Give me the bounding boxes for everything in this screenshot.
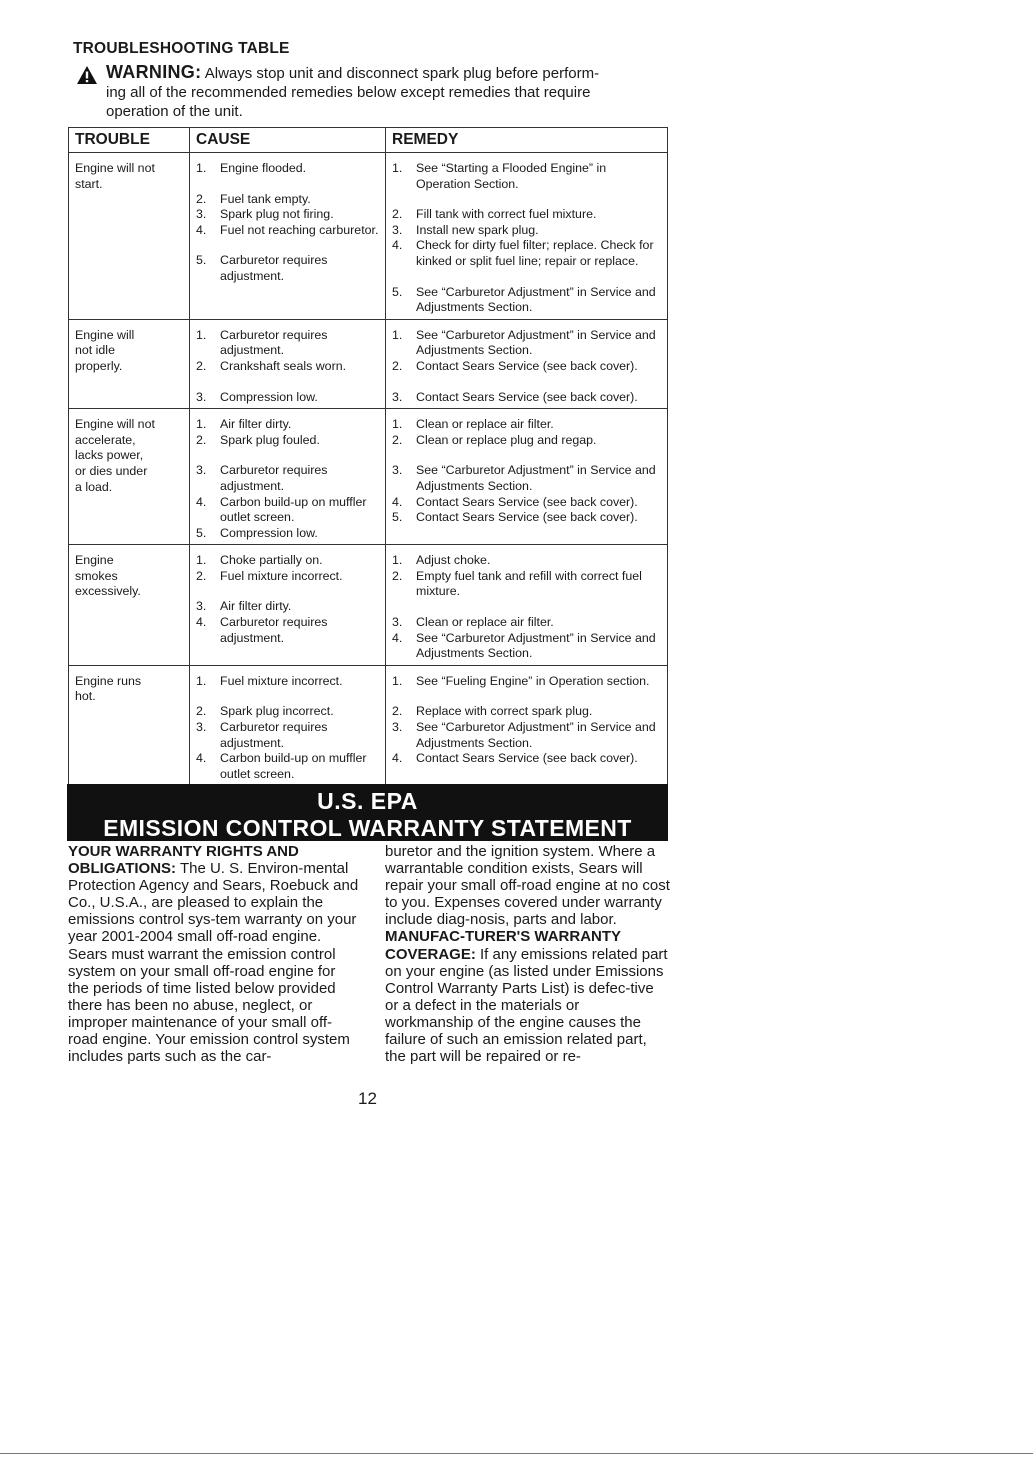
- remedy-text: See “Carburetor Adjustment” in Service and Adjustments Section.: [416, 630, 656, 661]
- remedy-item: [392, 704, 663, 720]
- remedy-item: [392, 720, 663, 751]
- cause-item: [196, 192, 381, 208]
- warning-block: [76, 63, 676, 121]
- cause-text: Spark plug fouled.: [220, 432, 320, 447]
- remedy-number: 3.: [392, 720, 403, 735]
- remedy-number: 1.: [392, 161, 403, 175]
- manufacturer-coverage-heading: MANUFAC-TURER'S WARRANTY COVERAGE:: [385, 928, 621, 963]
- cause-cell: [190, 319, 386, 408]
- remedy-text: See “Carburetor Adjustment” in Service and Adjustments Section.: [416, 284, 656, 315]
- header-remedy: REMEDY: [386, 128, 668, 153]
- table-row: [69, 409, 668, 545]
- cause-list: [196, 161, 381, 285]
- warning-text-1: Always stop unit and disconnect spark plug before perform-: [204, 65, 600, 82]
- cause-number: 5.: [196, 253, 207, 268]
- remedy-number: 4.: [392, 238, 403, 253]
- cause-text: Carburetor requires adjustment.: [220, 720, 328, 750]
- remedy-number: 1.: [392, 553, 403, 568]
- cause-item: [196, 615, 381, 646]
- cause-item: [196, 207, 381, 223]
- remedy-number: 2.: [392, 568, 403, 583]
- cause-text: Air filter dirty.: [220, 417, 292, 432]
- warranty-right-column: [385, 843, 670, 1065]
- warning-icon: [76, 65, 98, 85]
- cause-text: Spark plug not firing.: [220, 207, 334, 222]
- cause-list: [196, 553, 381, 646]
- cause-item: [196, 223, 381, 239]
- remedy-item: [392, 207, 663, 223]
- cause-number: 1.: [196, 673, 207, 688]
- header-trouble: TROUBLE: [69, 128, 190, 153]
- remedy-number: 5.: [392, 284, 403, 299]
- remedy-number: 4.: [392, 630, 403, 645]
- remedy-item: [392, 751, 663, 767]
- remedy-number: 2.: [392, 358, 403, 373]
- cause-number: 1.: [196, 327, 207, 342]
- warning-line-1: [106, 63, 676, 83]
- remedy-number: 1.: [392, 417, 403, 432]
- cause-number: 2.: [196, 704, 207, 719]
- cause-item: [196, 417, 381, 433]
- troubleshooting-table: [68, 127, 668, 786]
- cause-text: Fuel mixture incorrect.: [220, 568, 343, 583]
- remedy-text: Contact Sears Service (see back cover).: [416, 389, 638, 404]
- cause-item: [196, 433, 381, 449]
- cause-cell: [190, 665, 386, 786]
- cause-number: 4.: [196, 615, 207, 630]
- cause-number: 1.: [196, 161, 207, 175]
- remedy-number: 4.: [392, 494, 403, 509]
- table-row: [69, 319, 668, 408]
- trouble-text: Engine will not idle properly.: [75, 327, 135, 373]
- cause-cell: [190, 153, 386, 320]
- cause-list: [196, 417, 381, 541]
- cause-text: Choke partially on.: [220, 553, 323, 568]
- cause-number: 1.: [196, 417, 207, 432]
- cause-number: 2.: [196, 358, 207, 373]
- cause-item: [196, 674, 381, 690]
- remedy-item: [392, 553, 663, 569]
- cause-item: [196, 328, 381, 359]
- epa-banner: [67, 784, 668, 841]
- remedy-list: [392, 417, 663, 526]
- remedy-number: 3.: [392, 389, 403, 404]
- remedy-cell: [386, 409, 668, 545]
- trouble-text: Engine runs hot.: [75, 673, 142, 704]
- cause-number: 2.: [196, 191, 207, 206]
- remedy-number: 5.: [392, 510, 403, 525]
- trouble-cell: [69, 153, 190, 320]
- remedy-text: Check for dirty fuel filter; replace. Check for kinked or split fuel line; repair or replace.: [416, 238, 654, 268]
- warranty-rights-paragraph: [68, 843, 360, 1065]
- remedy-item: [392, 615, 663, 631]
- cause-item: [196, 751, 381, 782]
- cause-number: 4.: [196, 751, 207, 766]
- remedy-number: 1.: [392, 673, 403, 688]
- table-row: [69, 665, 668, 786]
- table-header-row: [69, 128, 668, 153]
- cause-text: Carbon build-up on muffler outlet screen.: [220, 751, 367, 781]
- cause-number: 4.: [196, 494, 207, 509]
- cause-text: Compression low.: [220, 389, 318, 404]
- trouble-cell: [69, 319, 190, 408]
- remedy-text: Contact Sears Service (see back cover).: [416, 510, 638, 525]
- remedy-item: [392, 417, 663, 433]
- remedy-item: [392, 674, 663, 690]
- warranty-left-column: [68, 843, 360, 1065]
- cause-item: [196, 359, 381, 375]
- remedy-text: See “Carburetor Adjustment” in Service and Adjustments Section.: [416, 327, 656, 358]
- remedy-cell: [386, 319, 668, 408]
- remedy-item: [392, 359, 663, 375]
- cause-cell: [190, 409, 386, 545]
- remedy-number: 2.: [392, 432, 403, 447]
- remedy-text: Contact Sears Service (see back cover).: [416, 494, 638, 509]
- remedy-item: [392, 285, 663, 316]
- warning-line-3: operation of the unit.: [106, 103, 243, 120]
- remedy-text: Adjust choke.: [416, 553, 491, 568]
- remedy-text: Empty fuel tank and refill with correct fuel mixture.: [416, 568, 642, 599]
- cause-text: Carburetor requires adjustment.: [220, 327, 328, 358]
- cause-number: 5.: [196, 525, 207, 540]
- remedy-list: [392, 161, 663, 316]
- cause-item: [196, 569, 381, 585]
- bottom-rule: [0, 1453, 1033, 1454]
- remedy-item: [392, 238, 663, 269]
- table-row: [69, 153, 668, 320]
- cause-number: 3.: [196, 389, 207, 404]
- remedy-number: 3.: [392, 222, 403, 237]
- cause-item: [196, 253, 381, 284]
- cause-item: [196, 390, 381, 406]
- remedy-cell: [386, 153, 668, 320]
- remedy-item: [392, 390, 663, 406]
- cause-item: [196, 704, 381, 720]
- remedy-list: [392, 553, 663, 662]
- remedy-text: Clean or replace air filter.: [416, 615, 554, 630]
- remedy-number: 2.: [392, 207, 403, 222]
- section-title: TROUBLESHOOTING TABLE: [73, 40, 290, 57]
- remedy-text: Contact Sears Service (see back cover).: [416, 751, 638, 766]
- page-number: 12: [358, 1089, 377, 1108]
- cause-item: [196, 495, 381, 526]
- remedy-number: 1.: [392, 327, 403, 342]
- remedy-item: [392, 223, 663, 239]
- trouble-cell: [69, 665, 190, 786]
- remedy-cell: [386, 665, 668, 786]
- remedy-number: 3.: [392, 463, 403, 478]
- remedy-number: 4.: [392, 751, 403, 766]
- trouble-cell: [69, 409, 190, 545]
- remedy-text: See “Starting a Flooded Engine” in Operation Section.: [416, 161, 607, 191]
- remedy-item: [392, 433, 663, 449]
- remedy-item: [392, 495, 663, 511]
- cause-item: [196, 720, 381, 751]
- remedy-number: 2.: [392, 704, 403, 719]
- cause-list: [196, 328, 381, 405]
- cause-text: Crankshaft seals worn.: [220, 358, 347, 373]
- cause-text: Fuel mixture incorrect.: [220, 673, 343, 688]
- remedy-text: Contact Sears Service (see back cover).: [416, 358, 638, 373]
- remedy-list: [392, 328, 663, 405]
- remedy-item: [392, 328, 663, 359]
- cause-item: [196, 526, 381, 542]
- cause-text: Fuel not reaching carburetor.: [220, 222, 379, 237]
- cause-number: 3.: [196, 720, 207, 735]
- cause-text: Carbon build-up on muffler outlet screen.: [220, 494, 367, 525]
- warning-line-2: ing all of the recommended remedies below except remedies that require: [106, 84, 591, 101]
- remedy-item: [392, 631, 663, 662]
- cause-text: Carburetor requires adjustment.: [220, 615, 328, 645]
- cause-number: 4.: [196, 222, 207, 237]
- cause-number: 3.: [196, 463, 207, 478]
- epa-subtitle: EMISSION CONTROL WARRANTY STATEMENT: [103, 815, 632, 841]
- remedy-text: Replace with correct spark plug.: [416, 704, 593, 719]
- remedy-text: See “Fueling Engine” in Operation section.: [416, 673, 650, 688]
- remedy-text: Clean or replace plug and regap.: [416, 432, 597, 447]
- remedy-item: [392, 510, 663, 526]
- cause-number: 1.: [196, 553, 207, 568]
- warranty-body-cont: buretor and the ignition system. Where a warrantable condition exists, Sears will repair your small off-road engine at no cost to you. Expenses covered under warranty include diag-nosis, parts and labor.: [385, 843, 670, 929]
- remedy-item: [392, 161, 663, 192]
- cause-text: Fuel tank empty.: [220, 191, 311, 206]
- trouble-text: Engine will not start.: [75, 161, 155, 191]
- table-row: [69, 545, 668, 666]
- cause-text: Spark plug incorrect.: [220, 704, 334, 719]
- epa-title: U.S. EPA: [317, 788, 418, 814]
- warranty-rights-heading: YOUR WARRANTY RIGHTS AND OBLIGATIONS:: [68, 843, 299, 878]
- remedy-text: Install new spark plug.: [416, 222, 539, 237]
- remedy-cell: [386, 545, 668, 666]
- header-cause: CAUSE: [190, 128, 386, 153]
- remedy-item: [392, 569, 663, 600]
- cause-item: [196, 161, 381, 177]
- cause-item: [196, 599, 381, 615]
- warning-label: WARNING:: [106, 62, 202, 82]
- trouble-text: Engine will not accelerate, lacks power, or dies under a load.: [75, 417, 155, 494]
- cause-text: Carburetor requires adjustment.: [220, 463, 328, 493]
- warranty-rights-body: The U. S. Environ-mental Protection Agency and Sears, Roebuck and Co., U.S.A., are pleased to explain the emissions control sys-tem warranty on your year 2001-2004 small off-road engine. Sears must warrant the emission control system on your small off-road engine for the periods of time listed below provided there has been no abuse, neglect, or improper maintenance of your small off-road engine. Your emission control system includes parts such as the car-: [68, 860, 359, 1066]
- cause-text: Carburetor requires adjustment.: [220, 253, 328, 283]
- cause-text: Air filter dirty.: [220, 599, 292, 614]
- cause-text: Engine flooded.: [220, 161, 307, 175]
- cause-cell: [190, 545, 386, 666]
- cause-number: 2.: [196, 432, 207, 447]
- cause-number: 3.: [196, 207, 207, 222]
- trouble-text: Engine smokes excessively.: [75, 553, 141, 599]
- remedy-number: 3.: [392, 615, 403, 630]
- table-body: [69, 153, 668, 786]
- trouble-cell: [69, 545, 190, 666]
- remedy-text: See “Carburetor Adjustment” in Service and Adjustments Section.: [416, 463, 656, 493]
- remedy-text: Fill tank with correct fuel mixture.: [416, 207, 597, 222]
- cause-item: [196, 463, 381, 494]
- remedy-text: See “Carburetor Adjustment” in Service and Adjustments Section.: [416, 720, 656, 750]
- warranty-coverage-paragraph: [385, 843, 670, 1065]
- cause-number: 3.: [196, 599, 207, 614]
- cause-list: [196, 674, 381, 783]
- manufacturer-coverage-body: If any emissions related part on your engine (as listed under Emissions Control Warranty Parts List) is defec-tive or a defect in the materials or workmanship of the engine causes the failure of such an emission related part, the part will be repaired or re-: [385, 945, 668, 1066]
- cause-text: Compression low.: [220, 525, 318, 540]
- cause-number: 2.: [196, 568, 207, 583]
- cause-item: [196, 553, 381, 569]
- remedy-list: [392, 674, 663, 767]
- remedy-item: [392, 463, 663, 494]
- remedy-text: Clean or replace air filter.: [416, 417, 554, 432]
